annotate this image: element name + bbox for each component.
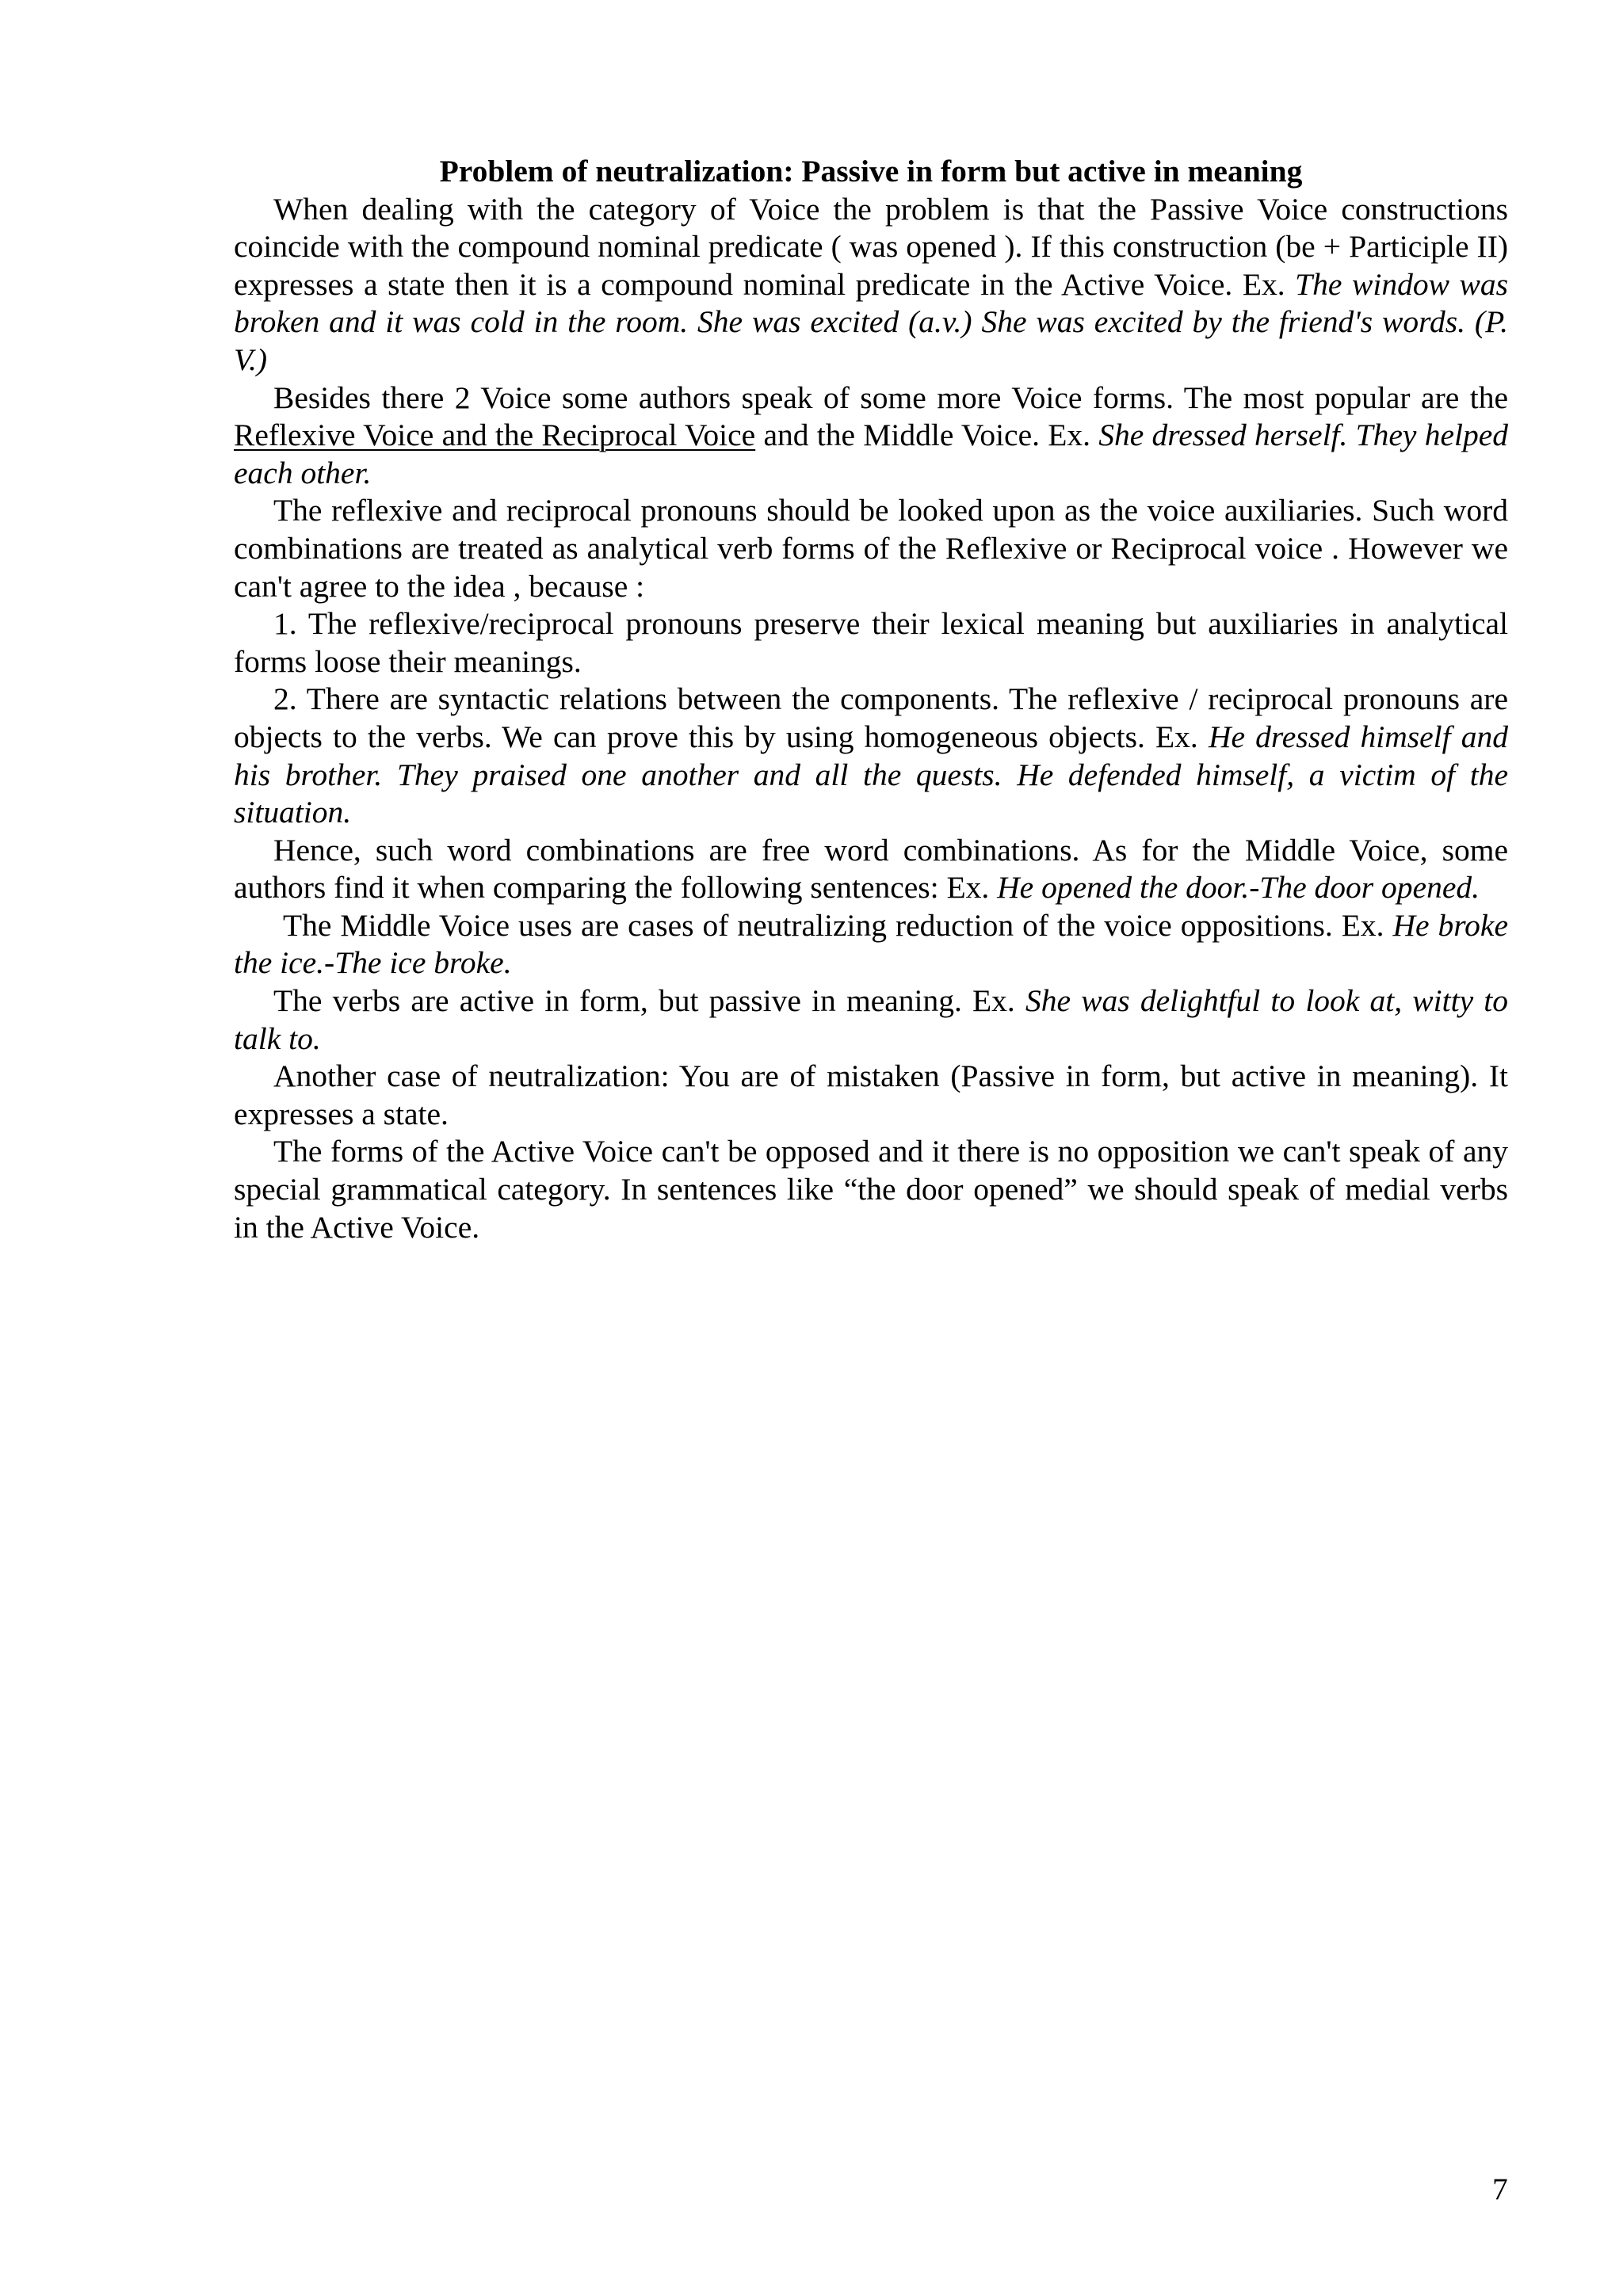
paragraph-4: 1. The reflexive/reciprocal pronouns preserve their lexical meaning but auxiliaries in analytical forms loose their meanings.	[234, 606, 1508, 679]
paragraph-1-text: When dealing with the category of Voice the problem is that the Passive Voice constructions coincide with the compound nominal predicate ( was opened ). If this construction (be + Participle II) expresses a state then it is a compound nominal predicate in the Active Voice. Ex.	[234, 191, 1508, 302]
page-number: 7	[1492, 2172, 1508, 2206]
paragraph-8-text: The verbs are active in form, but passive in meaning. Ex.	[273, 983, 1025, 1019]
paragraph-6-example: He opened the door.-The door opened.	[997, 870, 1480, 906]
paragraph-1	[234, 191, 1508, 379]
paragraph-6-text: Hence, such word combinations are free word combinations. As for the Middle Voice, some authors find it when comparing the following sentences: Ex.	[234, 832, 1508, 906]
document-body	[234, 153, 1508, 1246]
paragraph-7	[234, 907, 1508, 982]
paragraph-8-example: She was delightful to look at, witty to talk to.	[234, 983, 1509, 1056]
paragraph-6	[234, 832, 1508, 907]
paragraph-5	[234, 681, 1508, 831]
paragraph-7-text: The Middle Voice uses are cases of neutralizing reduction of the voice oppositions. Ex.	[283, 907, 1393, 943]
paragraph-8	[234, 982, 1508, 1058]
paragraph-2-example: She dressed herself. They helped each other.	[234, 418, 1508, 490]
document-title: Problem of neutralization: Passive in form but active in meaning	[439, 154, 1303, 189]
paragraph-2	[234, 379, 1508, 493]
paragraph-5-example: He dressed himself and his brother. They praised one another and all the quests. He defended himself, a victim of the situation.	[234, 719, 1509, 830]
paragraph-3: The reflexive and reciprocal pronouns should be looked upon as the voice auxiliaries. Such word combinations are treated as analytical verb forms of the Reflexive or Reciprocal voice . However we can't agree to the idea , because :	[234, 493, 1508, 604]
paragraph-1-example: The window was broken and it was cold in the room. She was excited (a.v.) She was excited by the friend's words. (P. V.)	[234, 266, 1508, 377]
paragraph-2-text-b: and the Middle Voice. Ex.	[755, 418, 1099, 453]
paragraph-5-text: 2. There are syntactic relations between the components. The reflexive / reciprocal pronouns are objects to the verbs. We can prove this by using homogeneous objects. Ex.	[234, 681, 1508, 754]
paragraph-7-example: He broke the ice.-The ice broke.	[234, 907, 1508, 981]
paragraph-10: The forms of the Active Voice can't be opposed and it there is no opposition we can't speak of any special grammatical category. In sentences like “the door opened” we should speak of medial verbs in the Active Voice.	[234, 1134, 1508, 1245]
paragraph-2-underlined-term: Reflexive Voice and the Reciprocal Voice	[234, 418, 756, 453]
paragraph-2-text-a: Besides there 2 Voice some authors speak of some more Voice forms. The most popular are the	[273, 379, 1508, 415]
paragraph-9: Another case of neutralization: You are of mistaken (Passive in form, but active in meaning). It expresses a state.	[234, 1058, 1508, 1131]
